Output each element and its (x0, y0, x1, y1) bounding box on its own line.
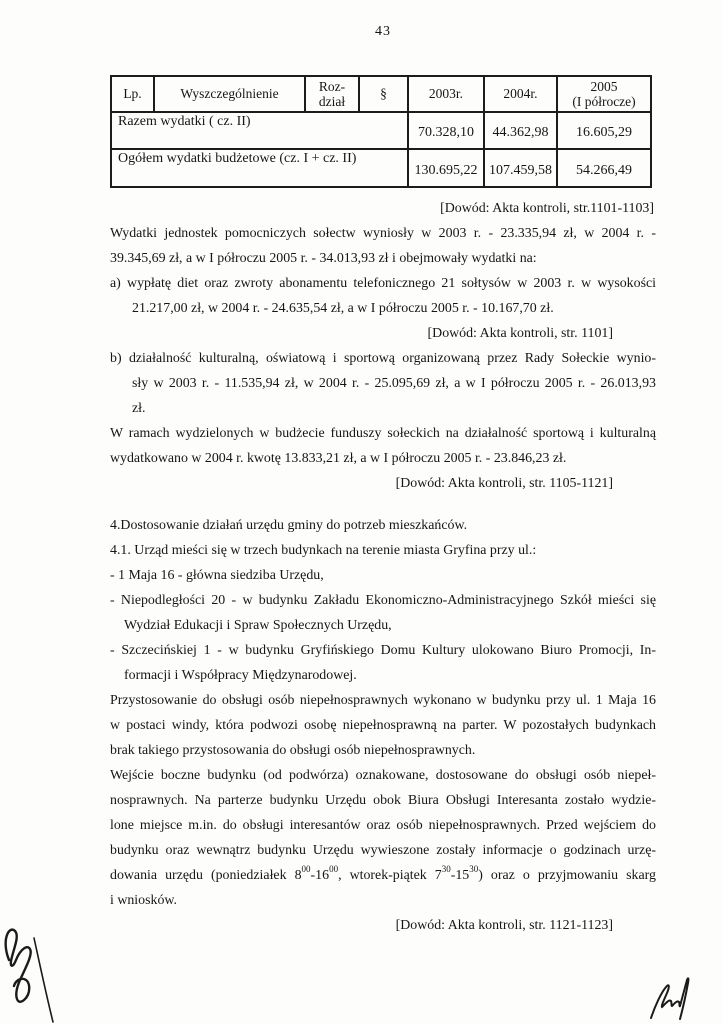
dash-item-niepodleglosci (110, 588, 656, 638)
text-line: lone miejsce m.in. do obsługi interesantów oraz osób niepełnosprawnych. Przed wejściem do (110, 818, 656, 833)
text-line: - Niepodległości 20 - w budynku Zakładu Ekonomiczno-Administracyjnego Szkół mieści się (110, 593, 656, 608)
list-item-b (110, 346, 656, 421)
text-line: formacji i Współpracy Międzynarodowej. (124, 668, 357, 683)
text-line: [Dowód: Akta kontroli, str. 1101] (427, 326, 613, 341)
document-body (110, 196, 656, 938)
para-wejscie-boczne (110, 763, 656, 913)
row-value-2005: 54.266,49 (557, 149, 651, 187)
row-value-2004: 107.459,58 (484, 149, 557, 187)
page-number: 43 (375, 24, 391, 39)
table-header-row (111, 76, 651, 112)
row-label: Ogółem wydatki budżetowe (cz. I + cz. II) (111, 149, 408, 187)
row-value-2003: 130.695,22 (408, 149, 484, 187)
dash-item-1-maja (110, 563, 656, 588)
section-4-1 (110, 538, 656, 563)
text-line: i wniosków. (110, 893, 178, 908)
col-header-paragraf: § (359, 76, 408, 112)
text-line: Wejście boczne budynku (od podwórza) oznakowane, dostosowane do obsługi osób niepeł- (110, 768, 656, 783)
list-item-a (110, 271, 656, 321)
evidence-1121-1123 (110, 913, 656, 938)
text-line: 39.345,69 zł, a w I półroczu 2005 r. - 34.013,93 zł i obejmowały wydatki na: (110, 251, 537, 266)
col-header-2004: 2004r. (484, 76, 557, 112)
para-wydatki-solectw (110, 221, 656, 271)
text-line: brak takiego przystosowania do obsługi osób niepełnosprawnych. (110, 743, 476, 758)
handwritten-initials-right (638, 972, 702, 1024)
text-line: Wydział Edukacji i Spraw Społecznych Urzędu, (124, 618, 392, 633)
col-header-2005 (557, 76, 651, 112)
text-line: - 1 Maja 16 - główna siedziba Urzędu, (110, 568, 324, 583)
text-line: - Szczecińskiej 1 - w budynku Gryfińskiego Domu Kultury ulokowano Biuro Promocji, In- (110, 643, 656, 658)
text-line: w postaci windy, która podwozi osobę niepełnosprawną na parter. W pozostałych budynkach (110, 718, 656, 733)
evidence-1101 (110, 321, 656, 346)
col-header-wyszczegolnienie: Wyszczególnienie (154, 76, 305, 112)
text-line: sły w 2003 r. - 11.535,94 zł, w 2004 r. - 25.095,69 zł, a w I półroczu 2005 r. - 26.013,93 (132, 376, 656, 391)
text-line: Wydatki jednostek pomocniczych sołectw wyniosły w 2003 r. - 23.335,94 zł, w 2004 r. - (110, 226, 656, 241)
text-line: b) działalność kulturalną, oświatową i sportową organizowaną przez Rady Sołeckie wynio- (110, 351, 656, 366)
col-header-2003: 2003r. (408, 76, 484, 112)
section-4-heading (110, 513, 656, 538)
row-value-2003: 70.328,10 (408, 112, 484, 149)
text-line: zł. (132, 401, 146, 416)
text-line: [Dowód: Akta kontroli, str.1101-1103] (440, 201, 654, 216)
text-line: [Dowód: Akta kontroli, str. 1105-1121] (395, 476, 613, 491)
page-content (110, 0, 656, 938)
row-value-2004: 44.362,98 (484, 112, 557, 149)
table-row-ogolem-wydatki (111, 149, 651, 187)
col-header-rozdzial (305, 76, 359, 112)
para-fundusze-soleckie (110, 421, 656, 471)
row-value-2005: 16.605,29 (557, 112, 651, 149)
col-header-2005-line1: 2005 (590, 78, 618, 94)
col-header-2005-line2: (I półrocze) (572, 94, 636, 109)
text-line: budynku oraz wewnątrz budynku Urzędu wywieszone zostały informacje o godzinach urzę- (110, 843, 656, 858)
text-line: Przystosowanie do obsługi osób niepełnosprawnych wykonano w budynku przy ul. 1 Maja 16 (110, 693, 656, 708)
table-row-razem-wydatki (111, 112, 651, 149)
text-line: 4.1. Urząd mieści się w trzech budynkach na terenie miasta Gryfina przy ul.: (110, 543, 537, 558)
text-line: dowania urzędu (poniedziałek $8^{00}-16^{00}$, wtorek-piątek $7^{30}-15^{30}$) oraz o przyjmowaniu skarg (110, 864, 656, 883)
evidence-1101-1103 (110, 196, 656, 221)
para-przystosowanie (110, 688, 656, 763)
text-line: a) wypłatę diet oraz zwroty abonamentu telefonicznego 21 sołtysów w 2003 r. w wysokości (110, 276, 656, 291)
col-header-rozdzial-line1: Roz- (318, 78, 346, 94)
text-line: 4.Dostosowanie działań urzędu gminy do potrzeb mieszkańców. (110, 518, 468, 533)
col-header-lp: Lp. (111, 76, 154, 112)
text-line: W ramach wydzielonych w budżecie funduszy sołeckich na działalność sportową i kulturalną (110, 426, 656, 441)
text-line: [Dowód: Akta kontroli, str. 1121-1123] (395, 918, 613, 933)
col-header-rozdzial-line2: dział (318, 94, 346, 109)
row-label: Razem wydatki ( cz. II) (111, 112, 408, 149)
text-line: wydatkowano w 2004 r. kwotę 13.833,21 zł, a w I półroczu 2005 r. - 23.846,23 zł. (110, 451, 567, 466)
evidence-1105-1121 (110, 471, 656, 496)
dash-item-szczecinska (110, 638, 656, 688)
text-line: 21.217,00 zł, w 2004 r. - 24.635,54 zł, a w I półroczu 2005 r. - 10.167,70 zł. (132, 301, 554, 316)
text-line: nosprawnych. Na parterze budynku Urzędu obok Biura Obsługi Interesanta zostało wydzie- (110, 793, 656, 808)
handwritten-initials-left (0, 922, 68, 1024)
budget-expenditure-table (110, 75, 652, 188)
